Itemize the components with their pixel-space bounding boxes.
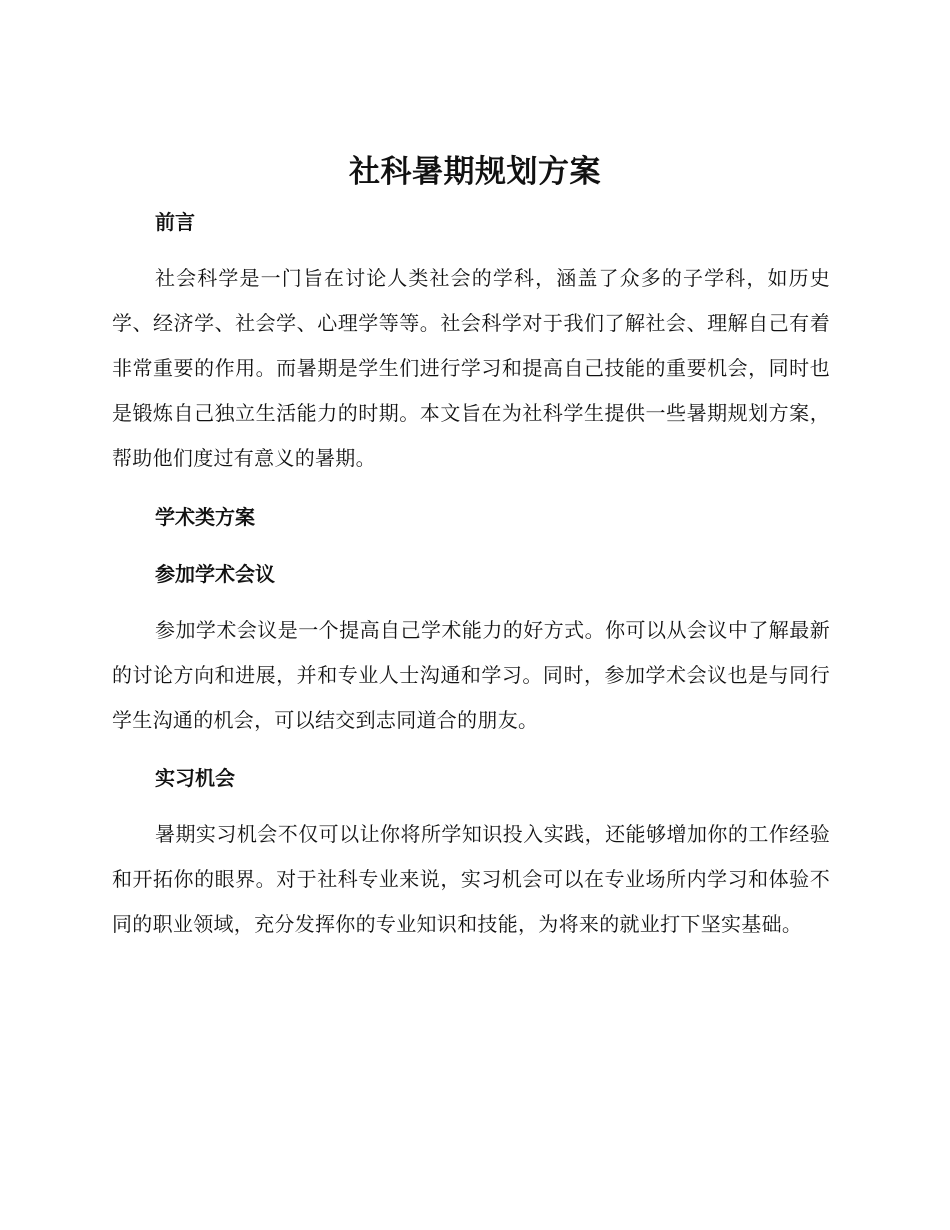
document-title: 社科暑期规划方案 [349, 154, 601, 190]
section-heading-academic-conference: 参加学术会议 [155, 562, 275, 586]
section-heading-internship: 实习机会 [155, 766, 235, 790]
section-heading-intro: 前言 [155, 210, 195, 234]
section-heading-academic-plans: 学术类方案 [155, 505, 255, 529]
section-paragraph-intro: 社会科学是一门旨在讨论人类社会的学科，涵盖了众多的子学科，如历史学、经济学、社会学、心理学等等。社会科学对于我们了解社会、理解自己有着非常重要的作用。而暑期是学生们进行学习和提高自己技能的重要机会，同时也是锻炼自己独立生活能力的时期。本文旨在为社科学生提供一些暑期规划方案，帮助他们度过有意义的暑期。 [112, 266, 830, 470]
section-paragraph-internship: 暑期实习机会不仅可以让你将所学知识投入实践，还能够增加你的工作经验和开拓你的眼界。对于社科专业来说，实习机会可以在专业场所内学习和体验不同的职业领域，充分发挥你的专业知识和技能，为将来的就业打下坚实基础。 [112, 822, 830, 936]
section-paragraph-academic-conference: 参加学术会议是一个提高自己学术能力的好方式。你可以从会议中了解最新的讨论方向和进展，并和专业人士沟通和学习。同时，参加学术会议也是与同行学生沟通的机会，可以结交到志同道合的朋友。 [112, 618, 830, 732]
